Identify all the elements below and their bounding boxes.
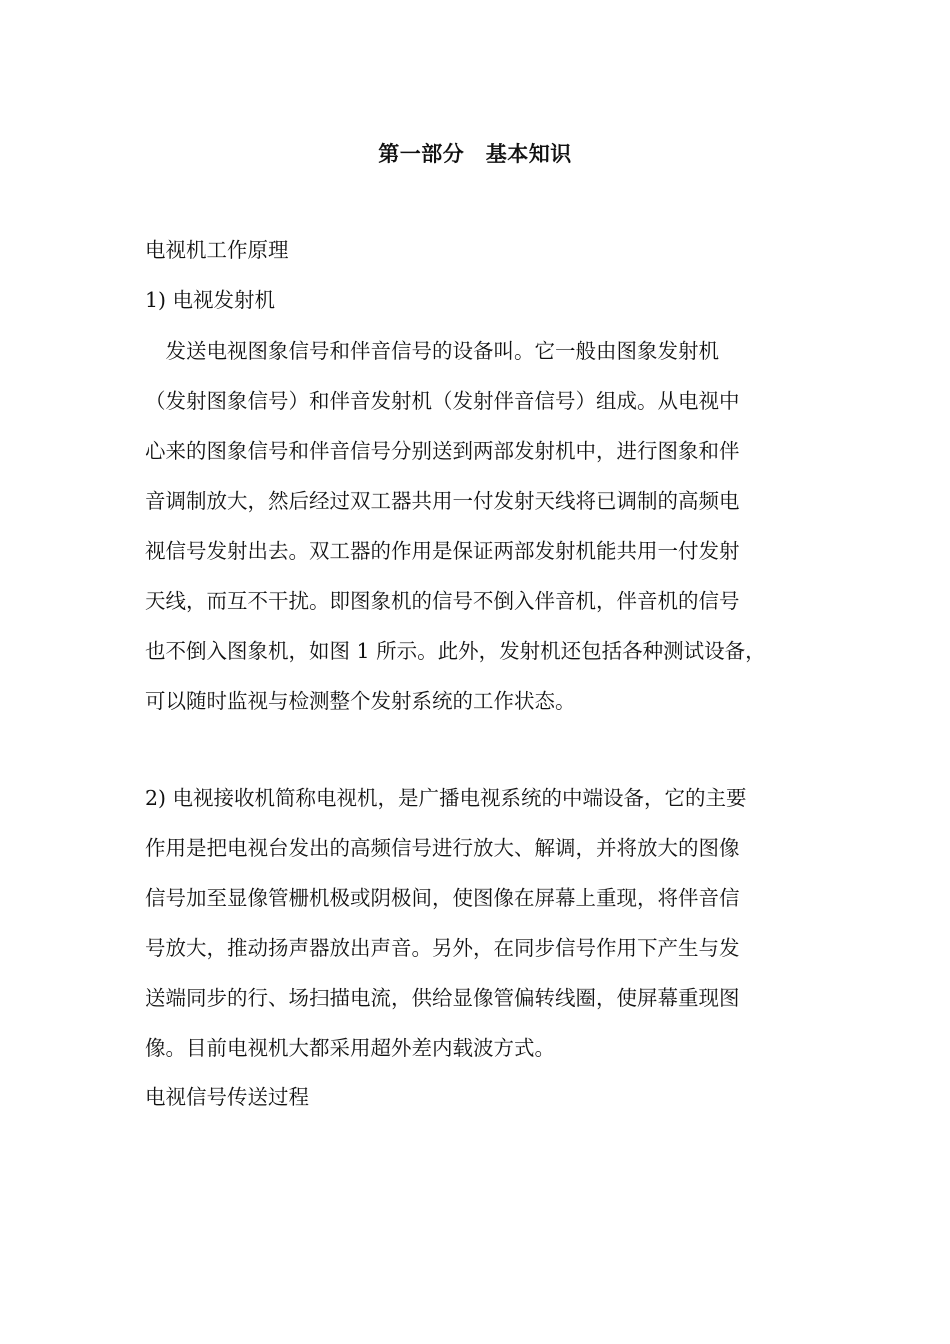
paragraph-line: 视信号发射出去。双工器的作用是保证两部发射机能共用一付发射 — [145, 539, 740, 563]
section-heading-signal-transmission: 电视信号传送过程 — [145, 1085, 309, 1109]
paragraph-line: 像。目前电视机大都采用超外差内载波方式。 — [145, 1036, 555, 1060]
paragraph-line: 天线，而互不干扰。即图象机的信号不倒入伴音机，伴音机的信号 — [145, 589, 740, 613]
item-heading-transmitter: 1) 电视发射机 — [145, 288, 276, 312]
paragraph-line: 音调制放大，然后经过双工器共用一付发射天线将已调制的高频电 — [145, 489, 740, 513]
paragraph-line: 发送电视图象信号和伴音信号的设备叫。它一般由图象发射机 — [145, 339, 719, 363]
paragraph-line: 心来的图象信号和伴音信号分别送到两部发射机中，进行图象和伴 — [145, 439, 740, 463]
paragraph-line: 送端同步的行、场扫描电流，供给显像管偏转线圈，使屏幕重现图 — [145, 986, 740, 1010]
paragraph-line: 也不倒入图象机，如图 1 所示。此外，发射机还包括各种测试设备， — [145, 639, 766, 663]
paragraph-line: 信号加至显像管栅机极或阴极间，使图像在屏幕上重现，将伴音信 — [145, 886, 740, 910]
paragraph-line: （发射图象信号）和伴音发射机（发射伴音信号）组成。从电视中 — [145, 389, 740, 413]
paragraph-line: 作用是把电视台发出的高频信号进行放大、解调，并将放大的图像 — [145, 836, 740, 860]
page-title: 第一部分 基本知识 — [378, 141, 572, 166]
paragraph-line: 2) 电视接收机简称电视机，是广播电视系统的中端设备，它的主要 — [145, 786, 747, 810]
paragraph-line: 可以随时监视与检测整个发射系统的工作状态。 — [145, 689, 576, 713]
paragraph-line: 号放大，推动扬声器放出声音。另外，在同步信号作用下产生与发 — [145, 936, 740, 960]
section-heading-tv-principle: 电视机工作原理 — [145, 238, 289, 262]
